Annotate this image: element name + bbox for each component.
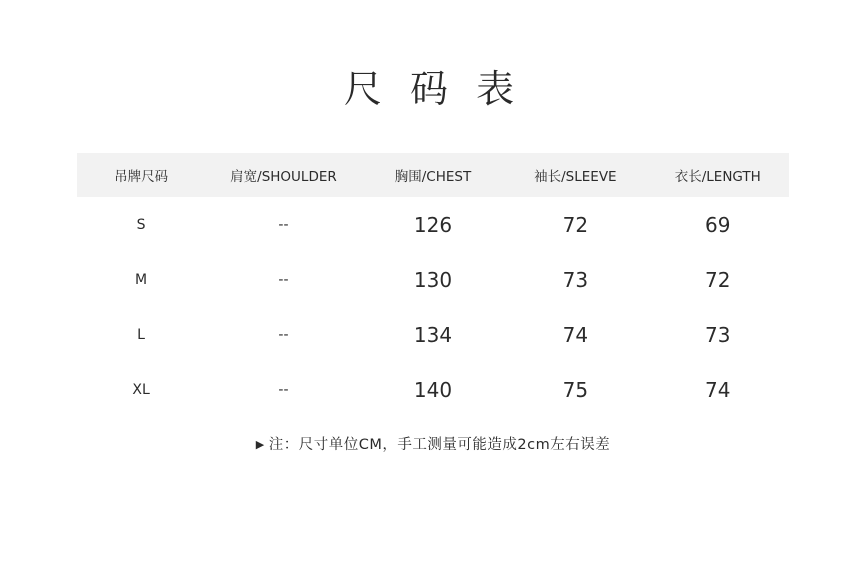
table-body [77, 197, 789, 417]
size-table-container [77, 153, 789, 454]
cell-sleeve: 74 [562, 322, 589, 347]
cell-length: 73 [705, 322, 731, 347]
column-header-length: 衣长/LENGTH [647, 153, 789, 197]
cell-size: M [135, 271, 148, 288]
cell-shoulder: -- [278, 381, 289, 398]
table-row [77, 252, 789, 307]
table-row [77, 362, 789, 417]
table-header [77, 153, 789, 197]
cell-chest: 126 [413, 212, 453, 237]
column-header-shoulder: 肩宽/SHOULDER [205, 153, 362, 197]
column-header-chest: 胸围/CHEST [362, 153, 504, 197]
size-chart-page [0, 58, 866, 566]
cell-length: 69 [705, 212, 731, 237]
cell-shoulder: -- [278, 271, 289, 288]
measurement-note-text: 注：尺寸单位CM，手工测量可能造成2cm左右误差 [268, 437, 611, 453]
cell-size: L [137, 326, 145, 343]
cell-length: 72 [705, 267, 731, 292]
cell-length: 74 [705, 377, 731, 402]
triangle-marker-icon: ▶ [255, 438, 265, 451]
table-header-row [77, 153, 789, 197]
cell-chest: 134 [413, 322, 453, 347]
table-row [77, 307, 789, 362]
cell-chest: 140 [413, 377, 453, 402]
cell-sleeve: 75 [562, 377, 589, 402]
column-header-sleeve: 袖长/SLEEVE [504, 153, 646, 197]
cell-size: S [136, 216, 146, 233]
cell-shoulder: -- [278, 216, 289, 233]
cell-sleeve: 72 [562, 212, 589, 237]
cell-shoulder: -- [278, 326, 289, 343]
page-title: 尺 码 表 [343, 67, 523, 111]
cell-size: XL [132, 381, 150, 398]
table-row [77, 197, 789, 252]
measurement-note [77, 433, 789, 454]
cell-chest: 130 [413, 267, 453, 292]
size-table [77, 153, 789, 417]
cell-sleeve: 73 [562, 267, 589, 292]
column-header-tag-size: 吊牌尺码 [77, 153, 205, 197]
